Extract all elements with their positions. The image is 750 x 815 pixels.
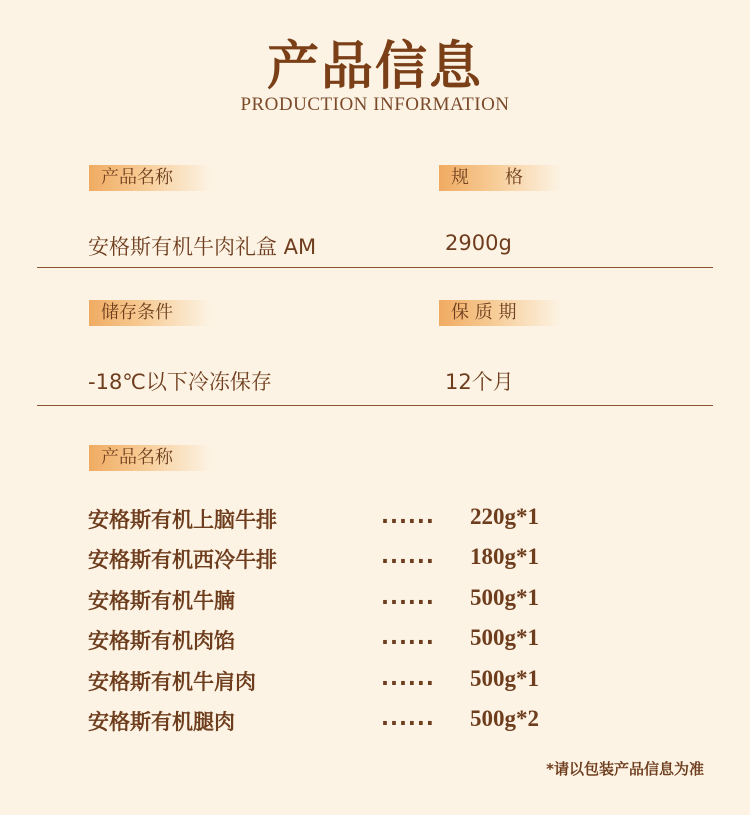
item-name: 安格斯有机肉馅 [88, 629, 235, 653]
item-name: 安格斯有机牛肩肉 [88, 670, 256, 694]
item-qty: 180g*1 [470, 544, 539, 569]
item-name: 安格斯有机腿肉 [88, 710, 235, 734]
item-name: 安格斯有机西冷牛排 [88, 548, 277, 572]
spec-value: 2900g [445, 231, 512, 255]
spec-tag: 规 格 [439, 165, 561, 191]
item-qty: 500g*2 [470, 706, 539, 731]
item-qty: 500g*1 [470, 625, 539, 650]
page-title: 产品信息 [266, 36, 483, 97]
shelf-life-tag: 保 质 期 [439, 300, 561, 326]
item-dots: ...... [381, 706, 435, 730]
footnote: *请以包装产品信息为准 [546, 760, 704, 778]
item-dots: ...... [381, 504, 435, 528]
storage-value: -18℃以下冷冻保存 [88, 370, 272, 394]
shelf-life-value: 12个月 [445, 370, 514, 394]
item-qty: 500g*1 [470, 666, 539, 691]
item-dots: ...... [381, 666, 435, 690]
item-dots: ...... [381, 625, 435, 649]
page-subtitle: PRODUCTION INFORMATION [240, 94, 510, 115]
product-name-tag: 产品名称 [89, 165, 211, 191]
item-qty: 500g*1 [470, 585, 539, 610]
product-name-value: 安格斯有机牛肉礼盒 AM [88, 235, 317, 259]
item-dots: ...... [381, 585, 435, 609]
contents-tag: 产品名称 [89, 445, 211, 471]
item-dots: ...... [381, 544, 435, 568]
divider [37, 267, 713, 268]
divider [37, 405, 713, 406]
item-name: 安格斯有机牛腩 [88, 589, 235, 613]
storage-tag: 储存条件 [89, 300, 211, 326]
item-qty: 220g*1 [470, 504, 539, 529]
item-name: 安格斯有机上脑牛排 [88, 508, 277, 532]
